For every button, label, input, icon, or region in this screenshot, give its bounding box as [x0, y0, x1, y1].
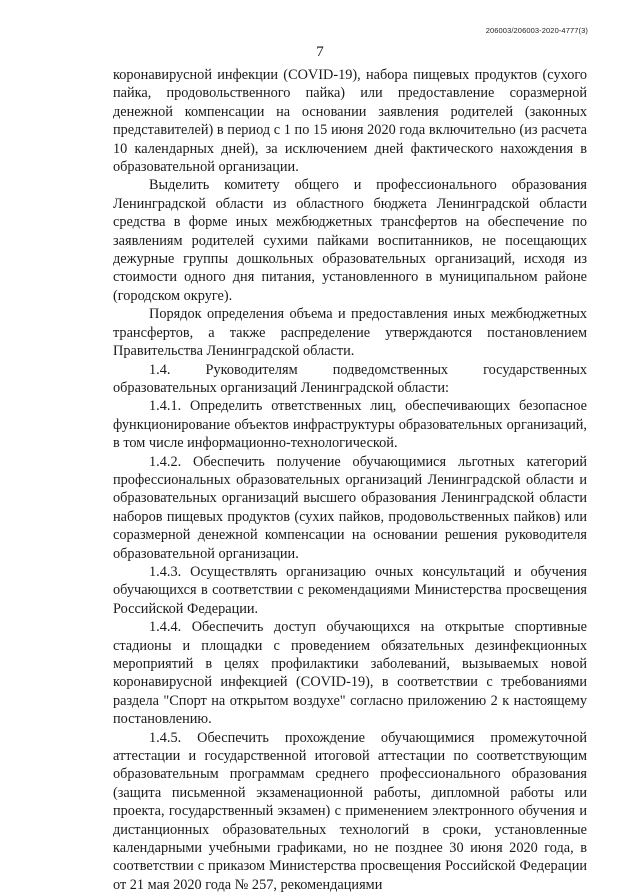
paragraph-section-1-4-1: 1.4.1. Определить ответственных лиц, обеспечивающих безопасное функционирование объектов инфраструктуры образовательных организаций, в том числе информационно-технологической. [113, 398, 587, 452]
page-number: 7 [316, 44, 324, 60]
document-registration-number: 206003/206003-2020-4777(3) [485, 26, 588, 35]
paragraph-transfer-procedure: Порядок определения объема и предоставления иных межбюджетных трансфертов, а также распределение утверждаются постановлением Правительства Ленинградской области. [113, 306, 587, 360]
paragraph-continuation: коронавирусной инфекции (COVID-19), набора пищевых продуктов (сухого пайка, продовольственного пайка) или предоставление соразмерной денежной компенсации на основании заявления родителей (законных представителей) в период с 1 по 15 июня 2020 года включительно (из расчета 10 календарных дней), за исключением дней фактического нахождения в образовательной организации. [113, 67, 587, 176]
document-body [113, 66, 587, 894]
paragraph-section-1-4: 1.4. Руководителям подведомственных государственных образовательных организаций Ленинградской области: [113, 361, 587, 396]
paragraph-section-1-4-4: 1.4.4. Обеспечить доступ обучающихся на открытые спортивные стадионы и площадки с проведением обязательных дезинфекционных мероприятий в целях профилактики заболеваний, вызываемых новой коронавирусной инфекцией (COVID-19), в соответствии с требованиями раздела "Спорт на открытом воздухе" согласно приложению 2 к настоящему постановлению. [113, 619, 587, 728]
paragraph-section-1-4-2: 1.4.2. Обеспечить получение обучающимися льготных категорий профессиональных образовательных организаций Ленинградской области и образовательных организаций высшего образования Ленинградской области наборов пищевых продуктов (сухих пайков, продовольственных пайков) или соразмерной денежной компенсации на основании решения руководителя образовательной организации. [113, 453, 587, 562]
paragraph-section-1-4-5: 1.4.5. Обеспечить прохождение обучающимися промежуточной аттестации и государственной итоговой аттестации по соответствующим образовательным программам среднего профессионального образования (защита письменной экзаменационной работы, дипломной работы или проекта, государственный экзамен) с применением электронного обучения и дистанционных образовательных технологий в сроки, установленные календарными учебными графиками, но не позднее 30 июня 2020 года, в соответствии с приказом Министерства просвещения Российской Федерации от 21 мая 2020 года № 257, рекомендациями [113, 729, 587, 893]
paragraph-section-1-4-3: 1.4.3. Осуществлять организацию очных консультаций и обучения обучающихся в соответствии с рекомендациями Министерства просвещения Российской Федерации. [113, 563, 587, 617]
paragraph-budget-allocation: Выделить комитету общего и профессионального образования Ленинградской области из областного бюджета Ленинградской области средства в форме иных межбюджетных трансфертов на обеспечение по заявлениям родителей сухими пайками воспитанников, не посещающих дежурные группы дошкольных образовательных организаций, исходя из стоимости одного дня питания, установленного в муниципальном районе (городском округе). [113, 177, 587, 304]
